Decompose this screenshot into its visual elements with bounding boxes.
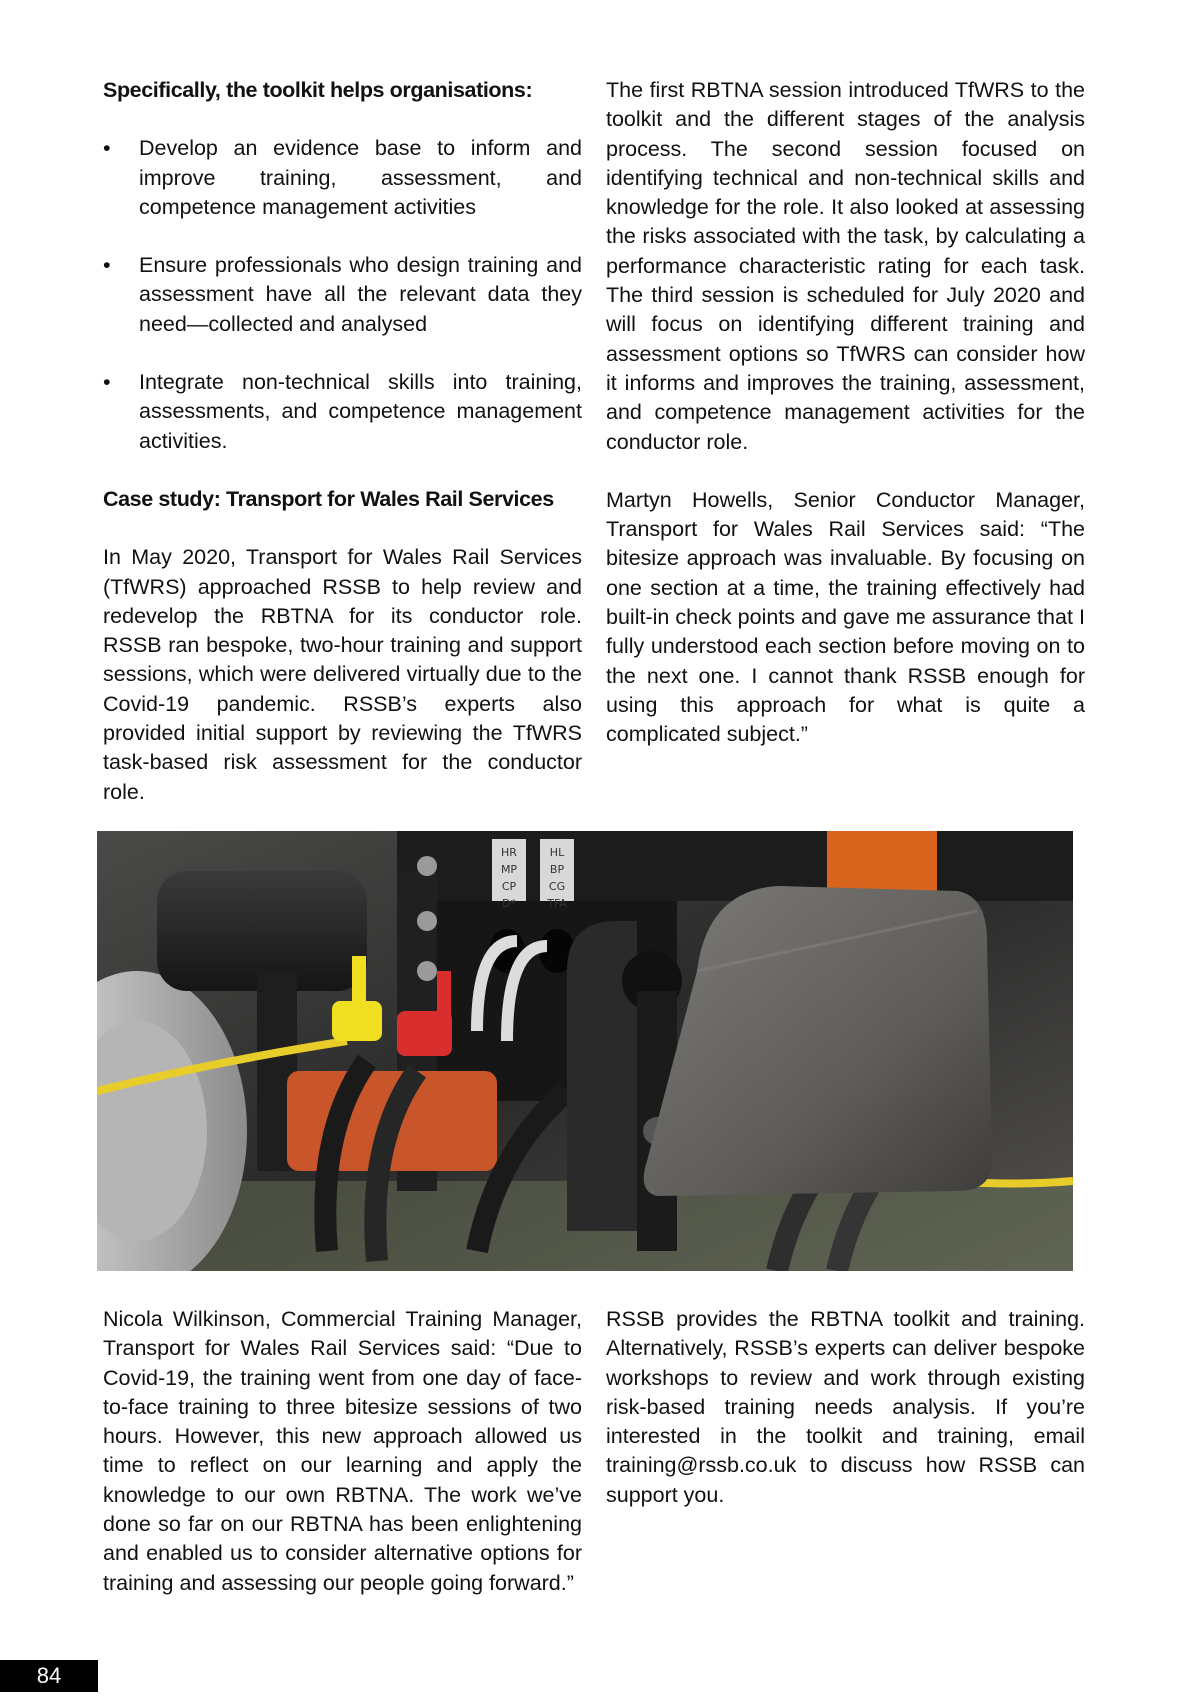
left-column <box>103 76 582 807</box>
martyn-howells-quote: Martyn Howells, Senior Conductor Manager, Transport for Wales Rail Services said: “The bitesize approach was invaluable. By focusing on one section at a time, the training effectively had built-in check points and gave me assurance that I fully understood each section before moving on to the next one. I cannot thank RSSB enough for using this approach for what is quite a complicated subject.” <box>606 487 1085 747</box>
case-study-heading: Case study: Transport for Wales Rail Services <box>103 486 554 511</box>
panel-label-left: CP <box>501 880 517 893</box>
case-study-paragraph: In May 2020, Transport for Wales Rail Services (TfWRS) approached RSSB to help review and redevelop the RBTNA for its conductor role. RSSB ran bespoke, two-hour training and support sessions, which were delivered virtually due to the Covid-19 pandemic. RSSB’s experts also provided initial support by reviewing the TfWRS task-based risk assessment for the conductor role. <box>103 545 582 804</box>
toolkit-benefits-list <box>103 134 582 456</box>
panel-label-left: HR <box>501 846 517 859</box>
train-coupling-illustration <box>97 831 1073 1271</box>
panel-label-right: BP <box>549 863 565 876</box>
nicola-wilkinson-quote: Nicola Wilkinson, Commercial Training Manager, Transport for Wales Rail Services said: “Due to Covid-19, the training went from one day of face-to-face training to three bitesize sessions of two hours. However, this new approach allowed us time to reflect on our learning and apply the knowledge to our own RBTNA. The work we’ve done so far on our RBTNA has been enlightening and enabled us to consider alternative options for training and assessing our people going forward.” <box>103 1307 582 1595</box>
panel-label-right: TFA <box>547 897 567 910</box>
list-item: • Develop an evidence base to inform and improve training, assessment, and competence management activities <box>103 134 582 222</box>
panel-label-left: D* <box>502 897 516 910</box>
toolkit-benefits-heading: Specifically, the toolkit helps organisations: <box>103 78 533 102</box>
list-item: • Integrate non-technical skills into training, assessments, and competence management activities. <box>103 368 582 456</box>
sessions-paragraph: The first RBTNA session introduced TfWRS to the toolkit and the different stages of the analysis process. The second session focused on identifying technical and non-technical skills and knowledge for the role. It also looked at assessing the risks associated with the task, by calculating a performance characteristic rating for each task. The third session is scheduled for July 2020 and will focus on identifying different training and assessment options so TfWRS can consider how it informs and improves the training, assessment, and competence management activities for the conductor role. <box>606 78 1085 454</box>
toolkit-contact-paragraph: RSSB provides the RBTNA toolkit and training. Alternatively, RSSB’s experts can deliver bespoke workshops to review and work through existing risk-based training needs analysis. If you’re interested in the toolkit and training, email training@rssb.co.uk to discuss how RSSB can support you. <box>606 1307 1085 1507</box>
page-number: 84 <box>0 1660 98 1692</box>
panel-label-left: MP <box>500 863 518 876</box>
right-column <box>606 76 1085 750</box>
list-item: • Ensure professionals who design training and assessment have all the relevant data they need—collected and analysed <box>103 251 582 339</box>
bottom-left-column <box>103 1305 582 1598</box>
bottom-right-column <box>606 1305 1085 1510</box>
panel-label-right: CG <box>548 880 566 893</box>
panel-label-right: HL <box>549 846 565 859</box>
train-coupling-photo <box>97 831 1073 1271</box>
